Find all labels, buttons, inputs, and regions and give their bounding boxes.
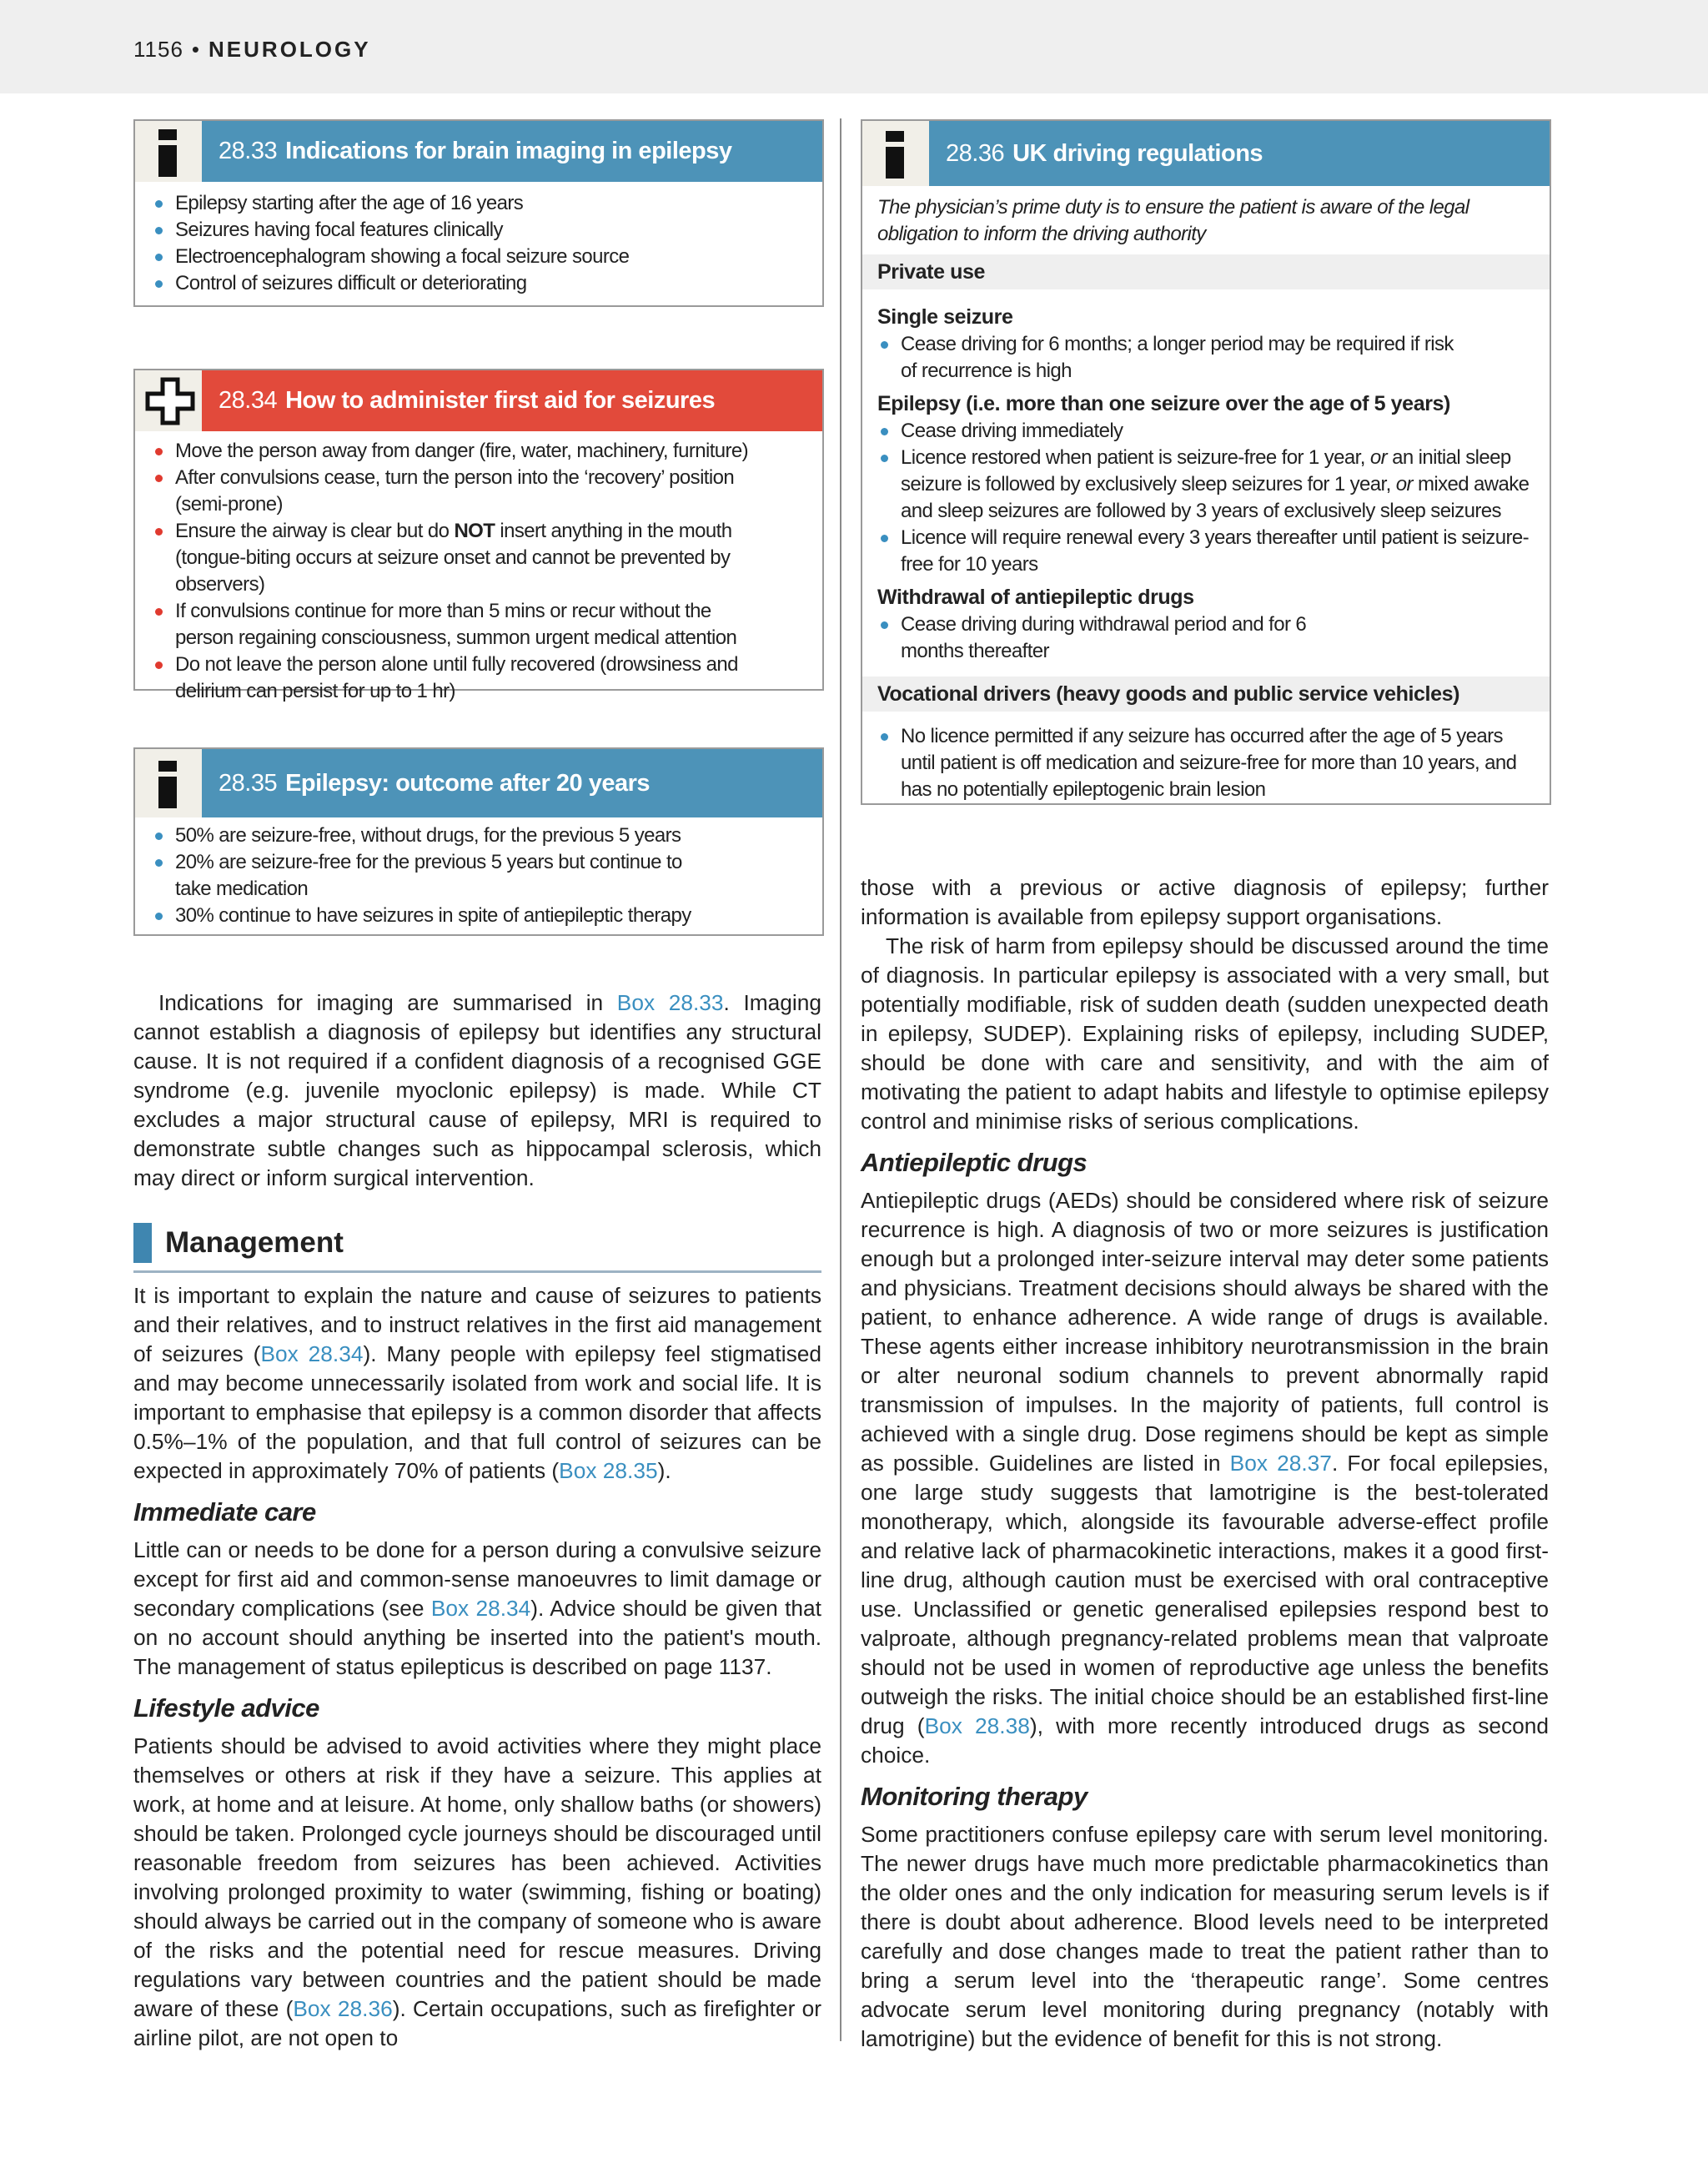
item-text: Ensure the airway is clear but do xyxy=(175,520,455,542)
subheading-epilepsy: Epilepsy (i.e. more than one seizure over the age of 5 years) xyxy=(877,392,1450,415)
left-column xyxy=(133,988,821,2053)
running-head xyxy=(133,37,371,63)
text: ). Certain occupations, such as firefighter or airline pilot, are not open to xyxy=(133,1996,821,2050)
heading-lifestyle-advice: Lifestyle advice xyxy=(133,1693,319,1723)
text: . Imaging cannot establish a diagnosis of epilepsy but identifies any structural cause. It is not required if a confident diagnosis of a recognised GGE syndrome (e.g. juvenile myoclonic epilepsy) is made. While CT excludes a major structural cause of epilepsy, MRI is required to demonstrate subtle changes such as hippocampal sclerosis, which may direct or inform surgical intervention. xyxy=(133,990,821,1190)
list-item: No licence permitted if any seizure has occurred after the age of 5 years until patient is off medication and seizure-free for more than 10 years, and has no potentially epileptogenic brain lesion xyxy=(877,723,1535,803)
list-item: 30% continue to have seizures in spite of antiepileptic therapy xyxy=(152,903,706,929)
box-list xyxy=(877,418,1535,578)
list-item: 20% are seizure-free for the previous 5 years but continue to take medication xyxy=(152,849,706,903)
item-text: insert anything in the mouth (tongue-biting occurs at seizure onset and cannot be prevented by observers) xyxy=(175,520,732,596)
item-emphasis: NOT xyxy=(454,520,495,542)
box-title-bar xyxy=(202,121,822,182)
box-link[interactable]: Box 28.36 xyxy=(293,1996,393,2021)
text: ). xyxy=(657,1458,671,1483)
paragraph: The risk of harm from epilepsy should be discussed around the time of diagnosis. In particular epilepsy is associated with a very small, but potentially modifiable, risk of sudden death (sudden unexpected death in epilepsy, SUDEP). Explaining risks of epilepsy, including SUDEP, should be done with care and sensitivity, and with the aim of motivating the patient to adapt habits and lifestyle to optimise epilepsy control and minimise risks of serious complications. xyxy=(861,933,1549,1134)
box-header xyxy=(135,749,822,817)
box-list xyxy=(152,190,806,297)
box-number: 28.33 xyxy=(219,138,278,164)
box-link[interactable]: Box 28.34 xyxy=(430,1596,531,1621)
list-item: Do not leave the person alone until fully recovered (drowsiness and delirium can persist for up to 1 hr) xyxy=(152,651,806,705)
text: ). Many people with epilepsy feel stigmatised and may become unnecessarily isolated from work and social life. It is important to emphasise that epilepsy is a common disorder that affects 0.5%–1% of the population, and that full control of seizures can be expected in approximately 70% of patients ( xyxy=(133,1341,821,1483)
box-number: 28.34 xyxy=(219,387,278,414)
list-item: 50% are seizure-free, without drugs, for the previous 5 years xyxy=(152,822,706,849)
text: Antiepileptic drugs (AEDs) should be considered where risk of seizure recurrence is high. A diagnosis of two or more seizures is justification enough but a prolonged inter-seizure interval may deter some patients and physicians. Treatment decisions should always be shared with the patient, to enhance adherence. A wide range of drugs is available. These agents either increase inhibitory neurotransmission in the brain or alter neuronal sodium channels to prevent abnormally rapid transmission of impulses. In the majority of patients, full control is achieved with a single drug. Dose regimens should be kept as simple as possible. Guidelines are listed in xyxy=(861,1188,1549,1476)
heading-management xyxy=(133,1220,821,1266)
list-item: Move the person away from danger (fire, water, machinery, furniture) xyxy=(152,438,806,465)
box-number: 28.35 xyxy=(219,770,278,797)
paragraph xyxy=(133,1536,821,1682)
box-title: Epilepsy: outcome after 20 years xyxy=(285,770,650,797)
item-text: mixed awake and sleep seizures are followed by 3 years of exclusively sleep seizures xyxy=(901,473,1530,522)
list-item: Cease driving during withdrawal period and for 6 months thereafter xyxy=(877,611,1535,665)
subheading-single-seizure: Single seizure xyxy=(877,305,1013,329)
paragraph: those with a previous or active diagnosis of epilepsy; further information is available from epilepsy support organisations. xyxy=(861,875,1549,929)
box-28-33 xyxy=(133,119,824,307)
item-emphasis: or xyxy=(1395,473,1413,495)
box-header xyxy=(135,121,822,182)
paragraph xyxy=(133,988,821,1193)
box-title: How to administer first aid for seizures xyxy=(285,387,716,414)
item-text: Licence restored when patient is seizure-free for 1 year, xyxy=(901,446,1370,469)
info-icon xyxy=(862,121,929,186)
box-title-bar xyxy=(929,121,1550,186)
box-title-bar xyxy=(202,370,822,431)
paragraph xyxy=(133,1281,821,1486)
box-list xyxy=(152,822,706,929)
section-band-vocational: Vocational drivers (heavy goods and public service vehicles) xyxy=(862,677,1550,712)
paragraph: Some practitioners confuse epilepsy care with serum level monitoring. The newer drugs have much more predictable pharmacokinetics than the older ones and the only indication for measuring serum levels is if there is doubt about adherence. Blood levels need to be interpreted carefully and dose changes made to treat the patient rather than to bring a serum level into the ‘therapeutic range’. Some centres advocate serum level monitoring during pregnancy (notably with lamotrigine) but the evidence of benefit for this is not strong. xyxy=(861,1822,1549,2051)
text: ), with more recently introduced drugs as second choice. xyxy=(861,1713,1549,1768)
box-link[interactable]: Box 28.33 xyxy=(616,990,724,1015)
list-item: Electroencephalogram showing a focal seizure source xyxy=(152,244,806,270)
box-link[interactable]: Box 28.35 xyxy=(559,1458,658,1483)
text: . For focal epilepsies, one large study suggests that lamotrigine is the best-tolerated monotherapy, which, alongside its favourable adverse-effect profile and relative lack of pharmacokinetic interactions, makes it a good first-line drug, although caution must be exercised with oral contraceptive use. Unclassified or genetic generalised epilepsies respond best to valproate, although pregnancy-related problems mean that valproate should not be used in women of reproductive age unless the benefits outweigh the risks. The initial choice should be an established first-line drug ( xyxy=(861,1451,1549,1738)
paragraph xyxy=(133,1732,821,2053)
list-item: Seizures having focal features clinically xyxy=(152,217,806,244)
box-title: UK driving regulations xyxy=(1012,140,1263,167)
heading-marker xyxy=(133,1223,152,1263)
section-band-private-use: Private use xyxy=(862,254,1550,289)
text: ). Advice should be given that on no account should anything be inserted into the patient's mouth. The management of status epilepticus is described on page 1137. xyxy=(133,1596,821,1679)
text: Indications for imaging are summarised in xyxy=(158,990,617,1015)
box-28-34 xyxy=(133,369,824,702)
box-title-bar xyxy=(202,749,822,817)
subheading-withdrawal: Withdrawal of antiepileptic drugs xyxy=(877,586,1194,609)
text: Little can or needs to be done for a person during a convulsive seizure except for first aid and common-sense manoeuvres to limit damage or secondary complications (see xyxy=(133,1537,821,1621)
list-item: After convulsions cease, turn the person into the ‘recovery’ position (semi-prone) xyxy=(152,465,806,518)
item-text: an initial sleep seizure is followed by exclusively sleep seizures for 1 year, xyxy=(901,446,1511,495)
info-icon xyxy=(135,121,202,182)
box-title: Indications for brain imaging in epilepsy xyxy=(285,138,732,164)
box-header xyxy=(135,370,822,431)
list-item: Cease driving for 6 months; a longer period may be required if risk of recurrence is high xyxy=(877,331,1535,385)
box-28-36 xyxy=(861,119,1551,805)
box-list xyxy=(152,438,806,705)
list-item: Licence will require renewal every 3 years thereafter until patient is seizure-free for 10 years xyxy=(877,525,1535,578)
text: Patients should be advised to avoid activities where they might place themselves or others at risk if they have a seizure. This applies at work, at home and at leisure. At home, only shallow baths (or showers) should be taken. Prolonged cycle journeys should be discouraged until reasonable freedom from seizures has been achieved. Activities involving prolonged proximity to water (swimming, fishing or boating) should always be carried out in the company of someone who is aware of the risks and the potential need for rescue measures. Driving regulations vary between countries and the patient should be made aware of these ( xyxy=(133,1733,821,2021)
right-column xyxy=(861,873,1549,2054)
heading-monitoring-therapy: Monitoring therapy xyxy=(861,1782,1088,1811)
heading-text: Management xyxy=(165,1226,344,1259)
list-item xyxy=(877,445,1535,525)
list-item: Cease driving immediately xyxy=(877,418,1535,445)
heading-immediate-care: Immediate care xyxy=(133,1497,316,1527)
text: It is important to explain the nature and cause of seizures to patients and their relatives, and to instruct relatives in the first aid management of seizures ( xyxy=(133,1283,821,1366)
box-list xyxy=(877,611,1535,665)
box-header xyxy=(862,121,1550,186)
box-list xyxy=(877,723,1535,803)
list-item xyxy=(152,518,806,598)
paragraph xyxy=(861,1186,1549,1770)
heading-rule xyxy=(133,1270,821,1273)
first-aid-cross-icon xyxy=(135,370,202,431)
item-emphasis: or xyxy=(1369,446,1387,469)
header-separator: • xyxy=(191,37,201,62)
list-item: If convulsions continue for more than 5 mins or recur without the person regaining consciousness, summon urgent medical attention xyxy=(152,598,806,651)
box-link[interactable]: Box 28.37 xyxy=(1229,1451,1332,1476)
box-link[interactable]: Box 28.34 xyxy=(260,1341,364,1366)
heading-antiepileptic-drugs: Antiepileptic drugs xyxy=(861,1148,1088,1177)
list-item: Epilepsy starting after the age of 16 years xyxy=(152,190,806,217)
page-number: 1156 xyxy=(133,37,183,62)
section-title: NEUROLOGY xyxy=(208,37,371,62)
box-number: 28.36 xyxy=(946,140,1005,167)
list-item: Control of seizures difficult or deteriorating xyxy=(152,270,806,297)
box-list xyxy=(877,331,1535,385)
box-link[interactable]: Box 28.38 xyxy=(924,1713,1030,1738)
box-intro: The physician’s prime duty is to ensure the patient is aware of the legal obligation to inform the driving authority xyxy=(877,196,1469,245)
box-28-35 xyxy=(133,747,824,936)
column-divider xyxy=(840,118,841,2041)
info-icon xyxy=(135,749,202,817)
